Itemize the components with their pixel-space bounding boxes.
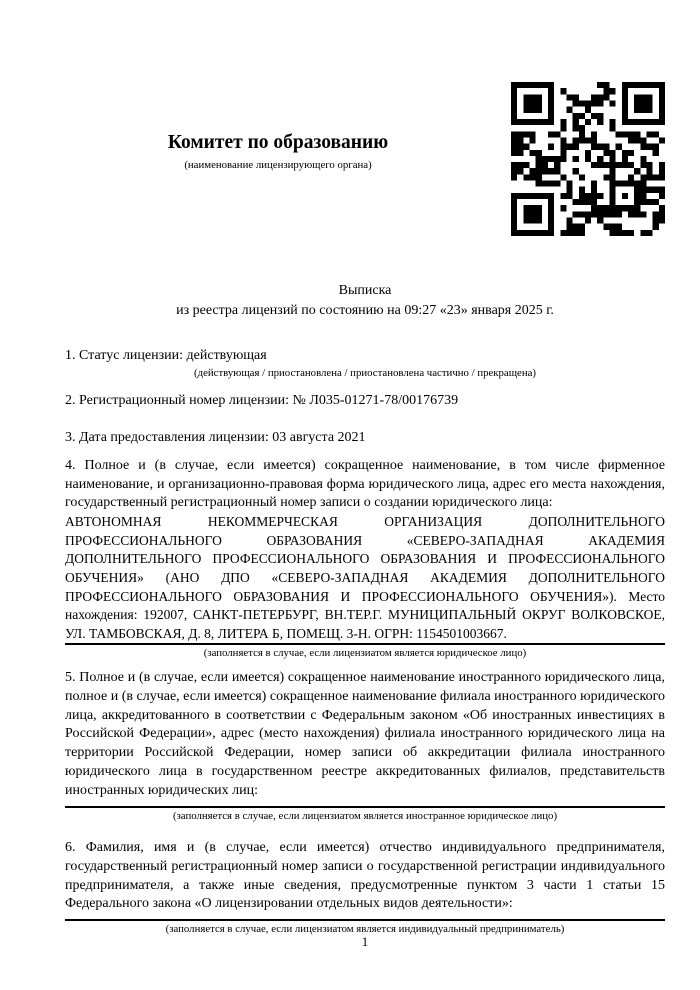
field-legal-entity-value: АВТОНОМНАЯ НЕКОММЕРЧЕСКАЯ ОРГАНИЗАЦИЯ ДОПОЛНИТЕЛЬНОГО ПРОФЕССИОНАЛЬНОГО ОБРАЗОВАНИЯ «СЕВЕРО-ЗАПАДНАЯ АКАДЕМИЯ ДОПОЛНИТЕЛЬНОГО ПРОФЕССИОНАЛЬНОГО ОБРАЗОВАНИЯ И ПРОФЕССИОНАЛЬНОГО ОБУЧЕНИЯ» (АНО ДПО «СЕВЕРО-ЗАПАДНАЯ АКАДЕМИЯ ДОПОЛНИТЕЛЬНОГО ПРОФЕССИОНАЛЬНОГО ОБРАЗОВАНИЯ И ПРОФЕССИОНАЛЬНОГО ОБУЧЕНИЯ»). Место нахождения: 192007, САНКТ-ПЕТЕРБУРГ, ВН.ТЕР.Г. МУНИЦИПАЛЬНЫЙ ОКРУГ ВОЛКОВСКОЕ, УЛ. ТАМБОВСКАЯ, Д. 8, ЛИТЕРА Б, ПОМЕЩ. 3-Н. ОГРН: 1154501003667. (65, 514, 665, 641)
field-legal-entity-label: 4. Полное и (в случае, если имеется) сокращенное наименование, в том числе фирменное наименование, и организационно-правовая форма юридического лица, адрес его места нахождения, государственный регистрационный номер записи о создании юридического лица: (65, 457, 665, 511)
foreign-entity-note: (заполняется в случае, если лицензиатом является иностранное юридическое лицо) (172, 809, 558, 822)
document-body (65, 0, 665, 937)
document-title-line2: из реестра лицензий по состоянию на 09:27 «23» января 2025 г. (176, 302, 554, 318)
document-title (65, 281, 665, 320)
document-title-line1: Выписка (338, 283, 392, 298)
entrepreneur-note: (заполняется в случае, если лицензиатом является индивидуальный предприниматель) (165, 923, 565, 936)
entrepreneur-fill-line (65, 919, 665, 921)
authority-name: Комитет по образованию (167, 132, 389, 153)
page-number: 1 (361, 934, 369, 949)
field-license-status: 1. Статус лицензии: действующая (65, 348, 267, 363)
field-foreign-entity-label: 5. Полное и (в случае, если имеется) сокращенное наименование иностранного юридического лица, полное и (в случае, если имеется) сокращенное наименование филиала иностранного юридического лица, аккредитованного в соответствии с Федеральным законом «Об иностранных инвестициях в Российской Федерации», адрес (место нахождения) филиала иностранного юридического лица на территории Российской Федерации, номер записи об аккредитации филиала иностранного юридического лица в государственном реестре аккредитованных филиалов, представительств иностранных юридических лиц: (65, 669, 665, 798)
license-status-options-note: (действующая / приостановлена / приостановлена частично / прекращена) (194, 366, 536, 379)
authority-note: (наименование лицензирующего органа) (184, 159, 372, 171)
legal-entity-note: (заполняется в случае, если лицензиатом является юридическое лицо) (203, 647, 527, 660)
field-registration-number: 2. Регистрационный номер лицензии: № Л035-01271-78/00176739 (65, 393, 459, 409)
legal-entity-fill-line (65, 643, 665, 645)
field-entrepreneur-label: 6. Фамилия, имя и (в случае, если имеется) отчество индивидуального предпринимателя, государственный регистрационный номер записи о государственной регистрации индивидуального предпринимателя, а также иные сведения, предусмотренные пунктом 3 части 1 статьи 15 Федерального закона «О лицензировании отдельных видов деятельности»: (65, 840, 665, 912)
field-grant-date: 3. Дата предоставления лицензии: 03 августа 2021 (65, 430, 366, 446)
foreign-entity-fill-line (65, 806, 665, 808)
